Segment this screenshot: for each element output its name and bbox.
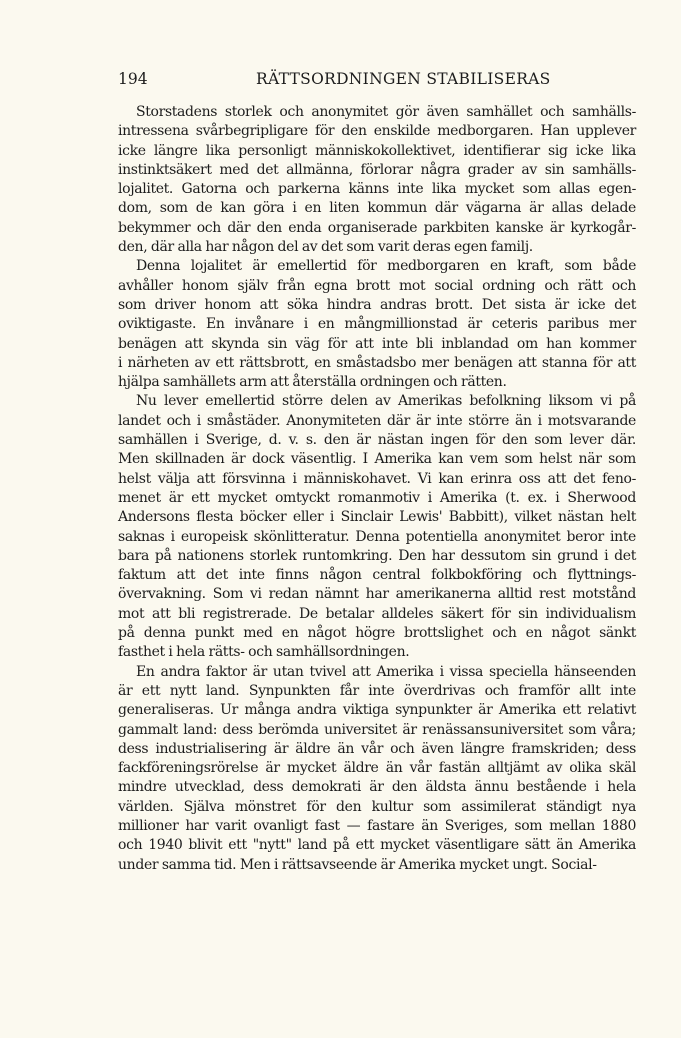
text-line: helst välja att försvinna i människohavet. Vi kan erinra oss att det feno-: [118, 470, 636, 487]
text-line: Men skillnaden är dock väsentlig. I Amerika kan vem som helst när som: [118, 451, 636, 468]
text-line: i närheten av ett rättsbrott, en småstadsbo mer benägen att stanna för att: [118, 354, 636, 371]
text-line: Nu lever emellertid större delen av Amerikas befolkning liksom vi på: [136, 393, 636, 410]
text-line: bekymmer och där den enda organiserade parkbiten kanske är kyrkogår-: [118, 219, 636, 236]
running-header: [118, 70, 636, 94]
text-line: Denna lojalitet är emellertid för medborgaren en kraft, som både: [136, 258, 636, 275]
paragraph: [118, 392, 636, 662]
text-line: saknas i europeisk skönlitteratur. Denna potentiella anonymitet beror inte: [118, 528, 636, 545]
text-line: gammalt land: dess berömda universitet är renässansuniversitet som våra;: [118, 721, 636, 738]
text-line: som driver honom att söka hindra andras brott. Det sista är icke det: [118, 296, 636, 313]
text-line: bara på nationens storlek runtomkring. Den har dessutom sin grund i det: [118, 547, 636, 564]
paragraph: [118, 663, 636, 875]
text-line: dess industrialisering är äldre än vår och även längre framskriden; dess: [118, 740, 636, 757]
text-line: dom, som de kan göra i en liten kommun där vägarna är allas delade: [118, 200, 636, 217]
paragraph: [118, 103, 636, 257]
text-line: instinktsäkert med det allmänna, förlorar några grader av sin samhälls-: [118, 161, 636, 178]
running-title: RÄTTSORDNINGEN STABILISERAS: [256, 70, 551, 88]
text-line: menet är ett mycket omtyckt romanmotiv i Amerika (t. ex. i Sherwood: [118, 489, 636, 506]
text-line: landet och i småstäder. Anonymiteten där är inte större än i motsvarande: [118, 412, 636, 429]
text-line: är ett nytt land. Synpunkten får inte överdrivas och framför allt inte: [118, 682, 636, 699]
text-line: världen. Själva mönstret för den kultur som assimilerat ständigt nya: [118, 798, 636, 815]
body-text: [118, 103, 636, 875]
text-line: En andra faktor är utan tvivel att Amerika i vissa speciella hänseenden: [136, 663, 636, 680]
text-line: icke längre lika personligt människokollektivet, identifierar sig icke lika: [118, 142, 636, 159]
text-line: och 1940 blivit ett "nytt" land på ett mycket väsentligare sätt än Amerika: [118, 837, 636, 854]
text-line: fackföreningsrörelse är mycket äldre än vår fastän alltjämt av olika skäl: [118, 760, 636, 777]
text-line: den, där alla har någon del av det som varit deras egen familj.: [118, 239, 533, 256]
text-line: fasthet i hela rätts- och samhällsordningen.: [118, 644, 410, 661]
text-line: övervakning. Som vi redan nämnt har amerikanerna alltid rest motstånd: [118, 586, 636, 603]
page-number: 194: [118, 70, 148, 88]
text-line: avhåller honom själv från egna brott mot social ordning och rätt och: [118, 277, 636, 294]
text-line: mot att bli registrerade. De betalar alldeles säkert för sin individualism: [118, 605, 636, 622]
text-line: på denna punkt med en något högre brottslighet och en något sänkt: [118, 625, 636, 642]
text-line: oviktigaste. En invånare i en mångmillionstad är ceteris paribus mer: [118, 316, 636, 333]
text-line: generaliseras. Ur många andra viktiga synpunkter är Amerika ett relativt: [118, 702, 636, 719]
text-line: Storstadens storlek och anonymitet gör även samhället och samhälls-: [136, 104, 636, 120]
text-line: Andersons flesta böcker eller i Sinclair Lewis' Babbitt), vilket nästan helt: [118, 509, 636, 526]
text-line: samhällen i Sverige, d. v. s. den är nästan ingen för den som lever där.: [118, 432, 636, 449]
text-line: hjälpa samhällets arm att återställa ordningen och rätten.: [118, 374, 507, 391]
text-line: lojalitet. Gatorna och parkerna känns inte lika mycket som allas egen-: [118, 181, 636, 198]
text-line: benägen att skynda sin väg för att inte bli inblandad om han kommer: [118, 335, 636, 352]
text-line: under samma tid. Men i rättsavseende är Amerika mycket ungt. Social-: [118, 856, 597, 873]
paragraph: [118, 257, 636, 392]
text-line: intressena svårbegripligare för den enskilde medborgaren. Han upplever: [118, 123, 636, 140]
text-line: mindre utvecklad, dess demokrati är den äldsta ännu bestående i hela: [118, 779, 636, 796]
text-line: millioner har varit ovanligt fast — fastare än Sveriges, som mellan 1880: [118, 817, 636, 834]
text-line: faktum att det inte finns någon central folkbokföring och flyttnings-: [118, 567, 636, 584]
